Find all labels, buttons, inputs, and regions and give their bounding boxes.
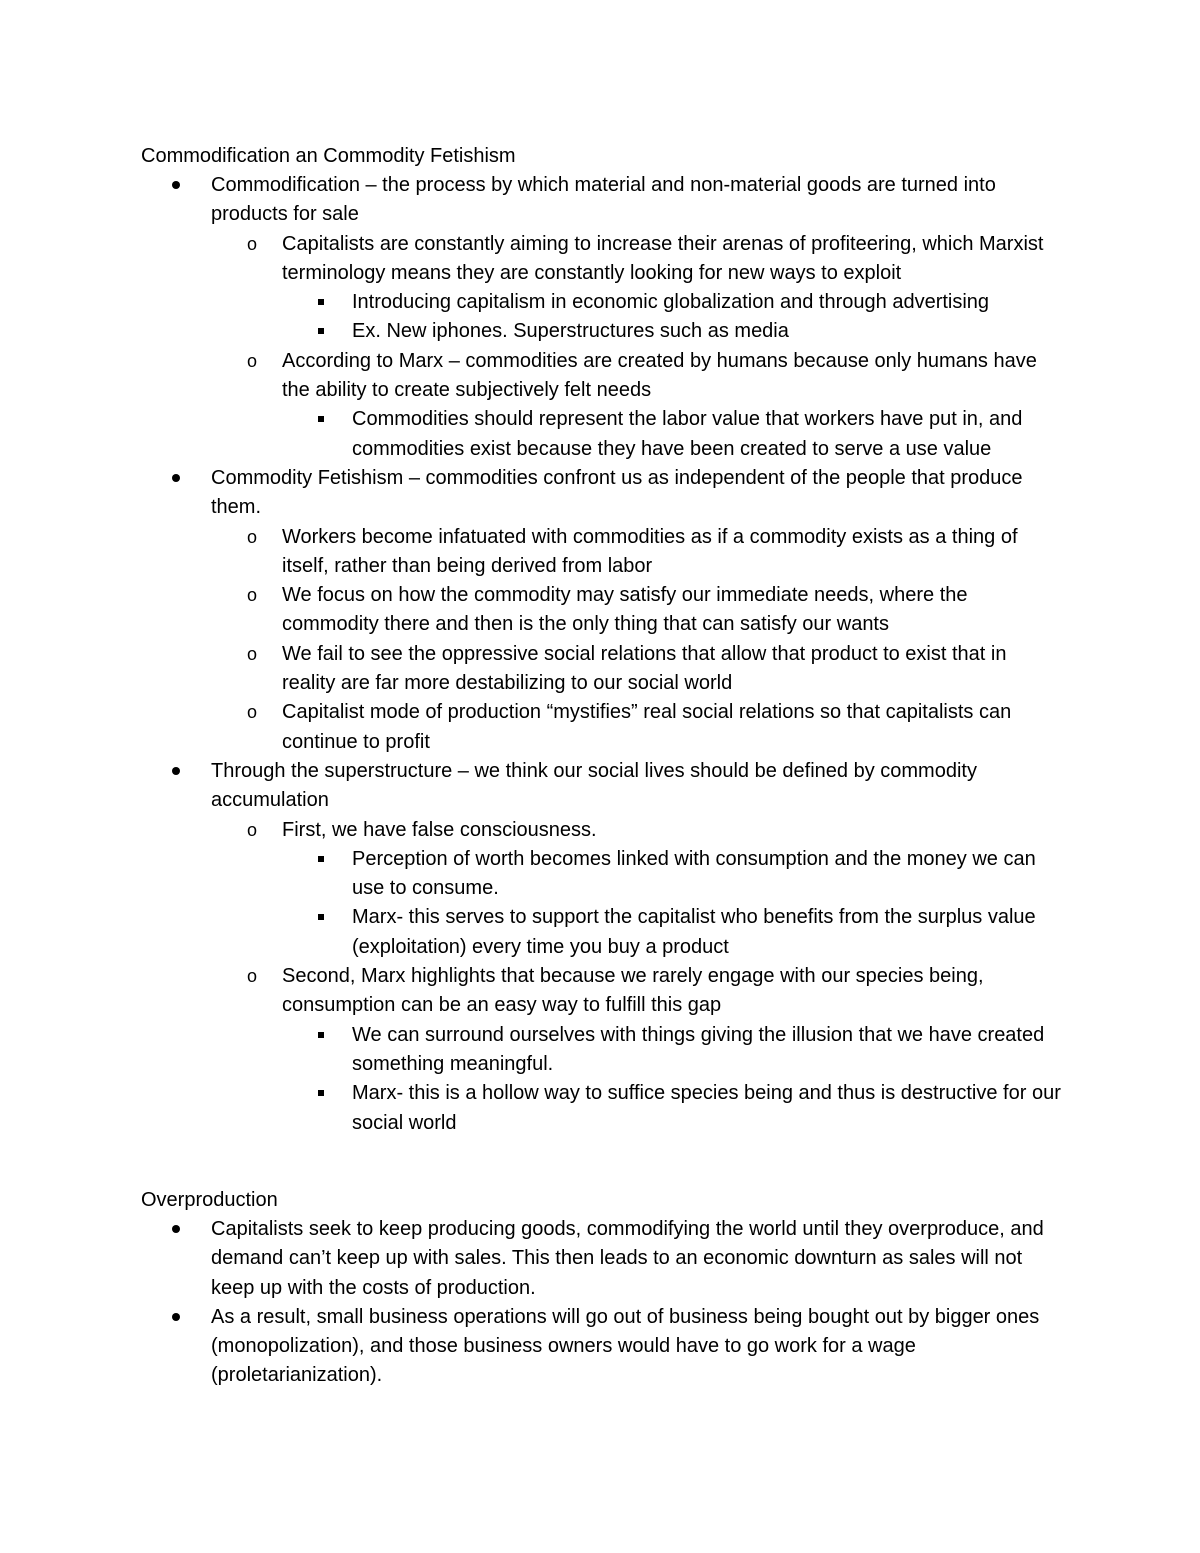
list-item: Marx- this serves to support the capitalist who benefits from the surplus value (exploitation) every time you buy a product bbox=[0, 903, 1062, 962]
list-item: Ex. New iphones. Superstructures such as media bbox=[0, 317, 1062, 346]
square-marker bbox=[318, 1079, 328, 1108]
section-heading-commodification: Commodification an Commodity Fetishism bbox=[141, 145, 516, 167]
list-item: Introducing capitalism in economic globalization and through advertising bbox=[0, 288, 1062, 317]
list-item: Capitalists seek to keep producing goods, commodifying the world until they overproduce, and demand can’t keep up with sales. This then leads to an economic downturn as sales will not keep up with the costs of production. bbox=[0, 1215, 1061, 1303]
bullet-marker bbox=[172, 1215, 182, 1244]
list-item: o We focus on how the commodity may satisfy our immediate needs, where the commodity there and then is the only thing that can satisfy our wants bbox=[0, 581, 1062, 640]
list-item: Perception of worth becomes linked with consumption and the money we can use to consume. bbox=[0, 845, 1062, 904]
list-item: Marx- this is a hollow way to suffice species being and thus is destructive for our social world bbox=[0, 1079, 1062, 1138]
list-item: o According to Marx – commodities are created by humans because only humans have the ability to create subjectively felt needs bbox=[0, 347, 1062, 406]
circle-marker: o bbox=[247, 350, 258, 371]
list-item: o Capitalist mode of production “mystifies” real social relations so that capitalists can continue to profit bbox=[0, 698, 1062, 757]
square-marker bbox=[318, 288, 328, 317]
circle-marker: o bbox=[247, 702, 258, 723]
list-item: Through the superstructure – we think our social lives should be defined by commodity accumulation bbox=[0, 757, 1061, 816]
list-item: We can surround ourselves with things giving the illusion that we have created something meaningful. bbox=[0, 1021, 1062, 1080]
list-item: As a result, small business operations will go out of business being bought out by bigger ones (monopolization), and those business owners would have to go work for a wage (proletarianization). bbox=[0, 1303, 1061, 1391]
circle-marker: o bbox=[247, 526, 258, 547]
square-marker bbox=[318, 1021, 328, 1050]
list-item: o First, we have false consciousness. bbox=[0, 816, 1062, 845]
bullet-marker bbox=[172, 171, 182, 200]
section-heading-overproduction: Overproduction bbox=[141, 1189, 278, 1211]
circle-marker: o bbox=[247, 643, 258, 664]
list-item: o Capitalists are constantly aiming to increase their arenas of profiteering, which Marxist terminology means they are constantly looking for new ways to exploit bbox=[0, 230, 1062, 289]
list-item: o We fail to see the oppressive social relations that allow that product to exist that in reality are far more destabilizing to our social world bbox=[0, 640, 1062, 699]
list-item: o Workers become infatuated with commodities as if a commodity exists as a thing of itself, rather than being derived from labor bbox=[0, 523, 1062, 582]
square-marker bbox=[318, 405, 328, 434]
list-item: Commodification – the process by which material and non-material goods are turned into products for sale bbox=[0, 171, 1061, 230]
bullet-marker bbox=[172, 464, 182, 493]
commodification-outline bbox=[0, 171, 1200, 1138]
list-item: Commodity Fetishism – commodities confront us as independent of the people that produce them. bbox=[0, 464, 1061, 523]
bullet-marker bbox=[172, 1303, 182, 1332]
square-marker bbox=[318, 317, 328, 346]
square-marker bbox=[318, 903, 328, 932]
overproduction-outline bbox=[0, 1215, 1200, 1391]
list-item: Commodities should represent the labor value that workers have put in, and commodities exist because they have been created to serve a use value bbox=[0, 405, 1062, 464]
circle-marker: o bbox=[247, 966, 258, 987]
square-marker bbox=[318, 845, 328, 874]
bullet-marker bbox=[172, 757, 182, 786]
circle-marker: o bbox=[247, 233, 258, 254]
circle-marker: o bbox=[247, 819, 258, 840]
circle-marker: o bbox=[247, 585, 258, 606]
list-item: o Second, Marx highlights that because we rarely engage with our species being, consumption can be an easy way to fulfill this gap bbox=[0, 962, 1062, 1021]
